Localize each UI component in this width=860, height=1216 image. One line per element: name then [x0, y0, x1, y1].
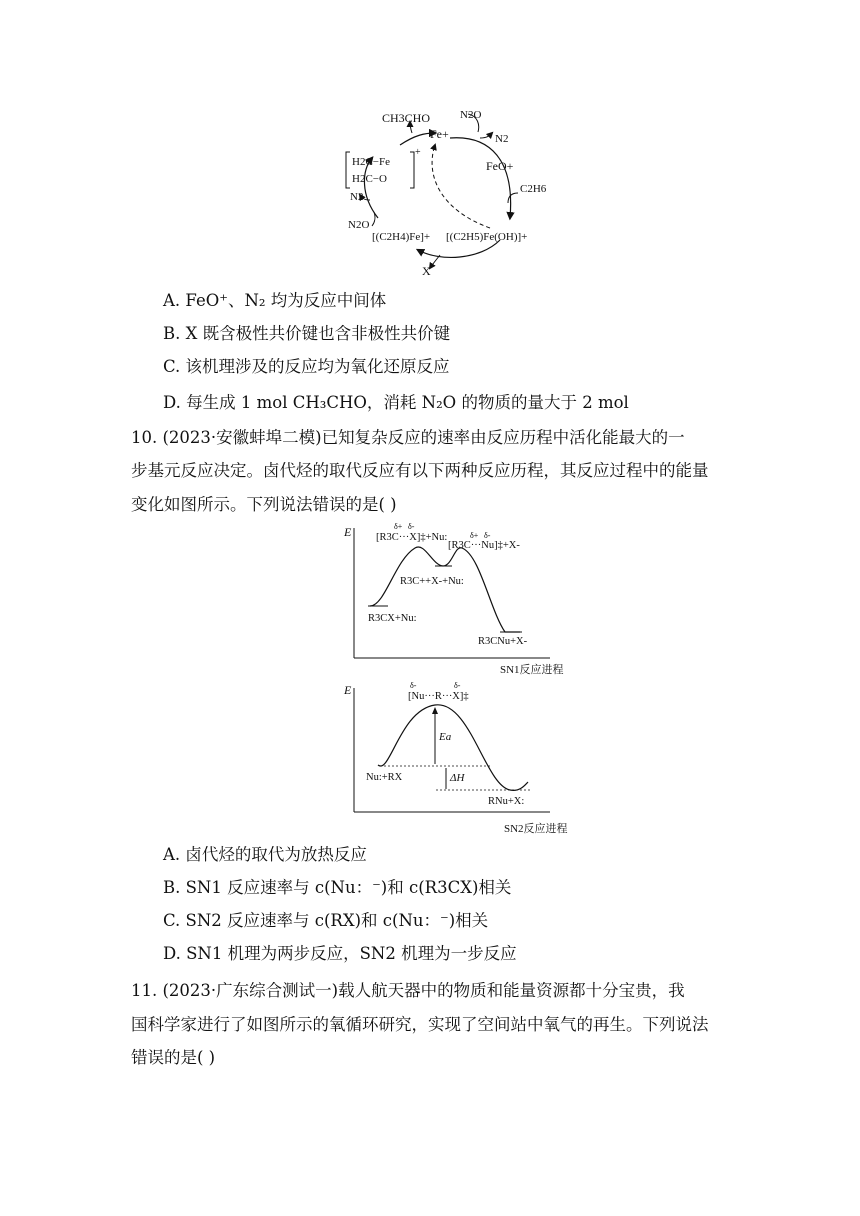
- sn1-ts2-label: [R3C···Nu]‡+X-: [448, 540, 520, 551]
- n2-out-arrow: [480, 133, 492, 138]
- n2-top-label: N2: [495, 133, 509, 145]
- q10-option-d: D. SN1 机理为两步反应，SN2 机理为一步反应: [163, 944, 517, 963]
- sn2-ea-label: Ea: [439, 731, 452, 743]
- catalytic-cycle-diagram: [340, 100, 570, 280]
- q9-option-a: A. FeO⁺、N₂ 均为反应中间体: [163, 291, 387, 310]
- q9-option-d: D. 每生成 1 mol CH₃CHO，消耗 N₂O 的物质的量大于 2 mol: [163, 393, 629, 412]
- q10-stem-line2: 步基元反应决定。卤代烃的取代反应有以下两种反应历程，其反应过程中的能量: [131, 461, 709, 480]
- x-out-arrow: [430, 255, 440, 268]
- sn2-y-axis: E: [344, 683, 352, 697]
- c2h6-in-arrow: [508, 193, 518, 203]
- sn2-reactant-label: Nu:+RX: [366, 772, 403, 783]
- sn2-delta-minus-2: δ-: [454, 681, 461, 690]
- sn1-ts2-delta-plus: δ+: [470, 531, 479, 540]
- c2h6-label: C2H6: [520, 183, 547, 195]
- sn1-x-axis: SN1反应进程: [500, 664, 564, 676]
- sn1-intermediate-label: R3C++X-+Nu:: [400, 576, 464, 587]
- sn2-x-axis: SN2反应进程: [504, 823, 568, 835]
- feo-plus-label: FeO+: [486, 159, 514, 173]
- n2o-left-label: N2O: [348, 219, 370, 231]
- q9-option-c: C. 该机理涉及的反应均为氧化还原反应: [163, 357, 450, 376]
- q10-stem-line1: 10. (2023·安徽蚌埠二模)已知复杂反应的速率由反应历程中活化能最大的一: [131, 428, 685, 447]
- sn1-ts1-delta-plus: δ+: [394, 522, 403, 531]
- q10-option-a: A. 卤代烃的取代为放热反应: [163, 845, 367, 864]
- sn1-ts1-label: [R3C···X]‡+Nu:: [376, 532, 448, 543]
- sn1-ts2-delta-minus: δ-: [484, 531, 491, 540]
- q11-stem-line2: 国科学家进行了如图所示的氧循环研究，实现了空间站中氧气的再生。下列说法: [131, 1015, 709, 1034]
- c2h5-complex-label: [(C2H5)Fe(OH)]+: [446, 231, 528, 243]
- ch3cho-label: CH3CHO: [382, 111, 431, 125]
- c2h4-complex-label: [(C2H4)Fe]+: [372, 231, 431, 243]
- sn1-ts1-delta-minus: δ-: [408, 522, 415, 531]
- n2o-left-in-arrow: [372, 212, 375, 226]
- x-label: X: [422, 264, 431, 278]
- sn2-energy-diagram: [340, 680, 568, 840]
- q11-stem-line3: 错误的是( ): [131, 1048, 216, 1067]
- q11-stem-line1: 11. (2023·广东综合测试一)载人航天器中的物质和能量资源都十分宝贵，我: [131, 981, 685, 1000]
- ring-top-label: H2C−Fe: [352, 156, 390, 168]
- sn1-energy-diagram: [340, 520, 564, 680]
- sn2-delta-minus-1: δ-: [410, 681, 417, 690]
- sn2-dh-label: ΔH: [450, 772, 465, 784]
- q10-option-c: C. SN2 反应速率与 c(RX)和 c(Nu：⁻)相关: [163, 911, 489, 930]
- sn1-y-axis: E: [344, 525, 352, 539]
- sn1-reactant-label: R3CX+Nu:: [368, 613, 417, 624]
- q10-stem-line3: 变化如图所示。下列说法错误的是( ): [131, 495, 397, 514]
- ring-charge: +: [415, 147, 421, 158]
- n2-left-label: N2: [350, 191, 364, 203]
- sn2-product-label: RNu+X:: [488, 796, 525, 807]
- q10-option-b: B. SN1 反应速率与 c(Nu：⁻)和 c(R3CX)相关: [163, 878, 512, 897]
- q9-option-b: B. X 既含极性共价键也含非极性共价键: [163, 324, 451, 343]
- sn1-product-label: R3CNu+X-: [478, 636, 528, 647]
- fe-plus-label: Fe+: [430, 127, 449, 141]
- cycle-arc-right: [450, 138, 511, 218]
- sn2-ts-label: [Nu···R···X]‡: [408, 691, 469, 702]
- dashed-return-arrow: [432, 145, 490, 228]
- ring-bottom-label: H2C−O: [352, 173, 387, 185]
- n2o-top-label: N2O: [460, 109, 482, 121]
